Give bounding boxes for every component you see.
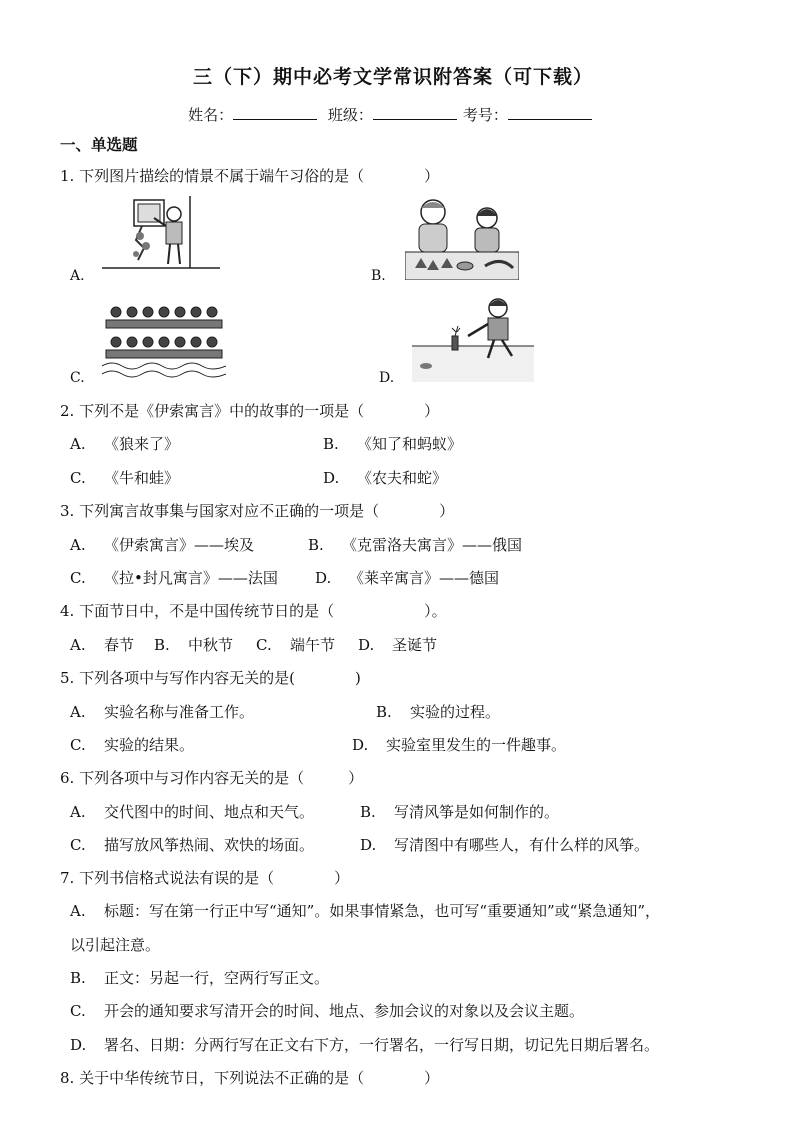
question-5: 5. 下列各项中与写作内容无关的是( ) <box>60 669 361 687</box>
q7-option-a-continued[interactable]: 以引起注意。 <box>70 936 161 954</box>
q5-option-a[interactable]: A. 实验名称与准备工作。 <box>70 703 255 721</box>
q1-option-b-label[interactable]: B. <box>371 268 386 284</box>
q5-option-c[interactable]: C. 实验的结果。 <box>70 736 195 754</box>
q7-option-d[interactable]: D. 署名、日期：分两行写在正文右下方，一行署名，一行写日期，切记先日期后署名。 <box>70 1036 660 1054</box>
q4-option-d[interactable]: D. 圣诞节 <box>358 636 438 654</box>
section-heading: 一、单选题 <box>60 135 138 154</box>
number-label: 考号： <box>462 106 508 124</box>
q7-option-b[interactable]: B. 正文：另起一行，空两行写正文。 <box>70 969 330 987</box>
q6-option-b[interactable]: B. 写清风筝是如何制作的。 <box>360 803 560 821</box>
q4-option-b[interactable]: B. 中秋节 <box>154 636 234 654</box>
q5-option-b[interactable]: B. 实验的过程。 <box>376 703 501 721</box>
student-info-line <box>0 104 786 125</box>
q6-option-a[interactable]: A. 交代图中的时间、地点和天气。 <box>70 803 315 821</box>
question-6: 6. 下列各项中与习作内容无关的是（ ） <box>60 769 364 787</box>
q2-option-c[interactable]: C. 《牛和蛙》 <box>70 469 180 487</box>
q2-option-d[interactable]: D. 《农夫和蛇》 <box>323 469 448 487</box>
dragon-boat-race-icon <box>102 302 226 380</box>
page-title: 三（下）期中必考文学常识附答案（可下载） <box>192 66 593 88</box>
question-3: 3. 下列寓言故事集与国家对应不正确的一项是（ ） <box>60 502 455 520</box>
firecracker-boy-icon <box>412 296 534 382</box>
question-7: 7. 下列书信格式说法有误的是（ ） <box>60 869 350 887</box>
q2-option-a[interactable]: A. 《狼来了》 <box>70 435 180 453</box>
q4-option-a[interactable]: A. 春节 <box>70 636 135 654</box>
making-zongzi-icon <box>405 196 519 280</box>
name-label: 姓名： <box>188 106 234 124</box>
class-blank[interactable] <box>373 105 457 120</box>
q3-option-d[interactable]: D. 《莱辛寓言》——德国 <box>315 569 500 587</box>
question-2: 2. 下列不是《伊索寓言》中的故事的一项是（ ） <box>60 402 440 420</box>
q5-option-d[interactable]: D. 实验室里发生的一件趣事。 <box>352 736 567 754</box>
q4-option-c[interactable]: C. 端午节 <box>256 636 336 654</box>
number-blank[interactable] <box>508 105 592 120</box>
q2-option-b[interactable]: B. 《知了和蚂蚁》 <box>323 435 463 453</box>
q6-option-d[interactable]: D. 写清图中有哪些人，有什么样的风筝。 <box>360 836 650 854</box>
q1-option-c-label[interactable]: C. <box>70 370 85 386</box>
q3-option-b[interactable]: B. 《克雷洛夫寓言》——俄国 <box>308 536 523 554</box>
q7-option-a[interactable]: A. 标题：写在第一行正中写“通知”。如果事情紧急，也可写“重要通知”或“紧急通知”， <box>70 902 661 920</box>
question-1: 1. 下列图片描绘的情景不属于端午习俗的是（ ） <box>60 167 440 185</box>
question-8: 8. 关于中华传统节日，下列说法不正确的是（ ） <box>60 1069 440 1087</box>
q7-option-c[interactable]: C. 开会的通知要求写清开会的时间、地点、参加会议的对象以及会议主题。 <box>70 1002 585 1020</box>
q1-option-d-label[interactable]: D. <box>379 370 395 386</box>
q6-option-c[interactable]: C. 描写放风筝热闹、欢快的场面。 <box>70 836 315 854</box>
q1-option-a-label[interactable]: A. <box>70 268 85 284</box>
hanging-herbs-door-icon <box>102 196 220 270</box>
class-label: 班级： <box>327 106 373 124</box>
name-blank[interactable] <box>233 105 317 120</box>
question-4: 4. 下面节日中，不是中国传统节日的是（ ）。 <box>60 602 447 620</box>
q3-option-c[interactable]: C. 《拉•封凡寓言》——法国 <box>70 569 278 587</box>
q3-option-a[interactable]: A. 《伊索寓言》——埃及 <box>70 536 255 554</box>
